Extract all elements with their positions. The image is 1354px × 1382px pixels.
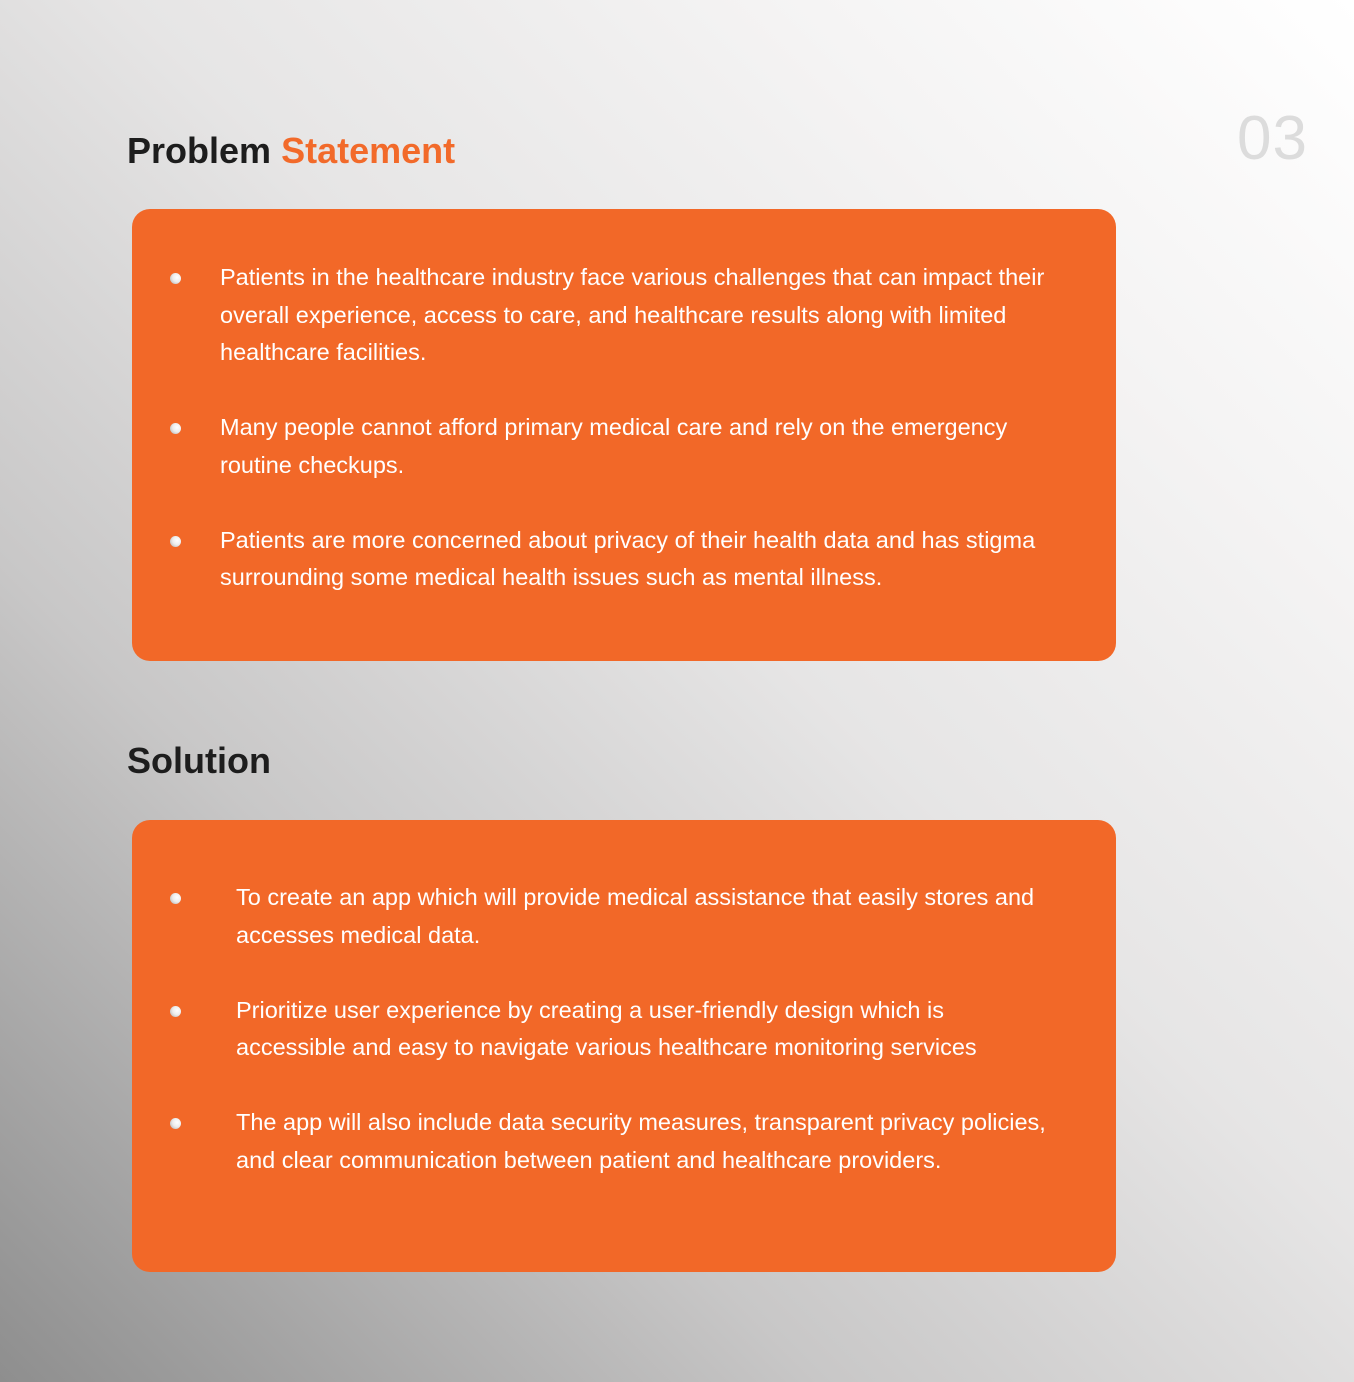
problem-statement-card xyxy=(132,209,1116,661)
list-item xyxy=(132,1104,1116,1179)
list-item-text: Many people cannot afford primary medical care and rely on the emergency routine checkups. xyxy=(220,414,1008,478)
list-item xyxy=(132,409,1116,484)
list-item xyxy=(132,522,1116,597)
list-item-text: Patients in the healthcare industry face various challenges that can impact their overall experience, access to care, and healthcare results along with limited healthcare facilities. xyxy=(220,264,1045,365)
list-item xyxy=(132,259,1116,372)
list-item xyxy=(132,879,1116,954)
solution-list xyxy=(132,879,1116,1217)
page-number: 03 xyxy=(1237,104,1308,173)
problem-heading-main: Problem xyxy=(127,130,272,171)
bullet-icon xyxy=(170,536,181,547)
list-item xyxy=(132,992,1116,1067)
solution-heading: Solution xyxy=(127,740,271,781)
problem-heading-accent: Statement xyxy=(281,130,456,171)
solution-card xyxy=(132,820,1116,1272)
bullet-icon xyxy=(170,423,181,434)
list-item-text: The app will also include data security measures, transparent privacy policies, and clear communication between patient and healthcare providers. xyxy=(236,1109,1046,1173)
problem-statement-heading xyxy=(127,130,456,171)
list-item-text: To create an app which will provide medical assistance that easily stores and accesses medical data. xyxy=(236,884,1035,948)
bullet-icon xyxy=(170,1118,181,1129)
bullet-icon xyxy=(170,1006,181,1017)
bullet-icon xyxy=(170,893,181,904)
list-item-text: Prioritize user experience by creating a user-friendly design which is accessible and easy to navigate various healthcare monitoring services xyxy=(236,996,977,1060)
problem-list xyxy=(132,259,1116,634)
bullet-icon xyxy=(170,273,181,284)
list-item-text: Patients are more concerned about privacy of their health data and has stigma surrounding some medical health issues such as mental illness. xyxy=(220,526,1036,590)
